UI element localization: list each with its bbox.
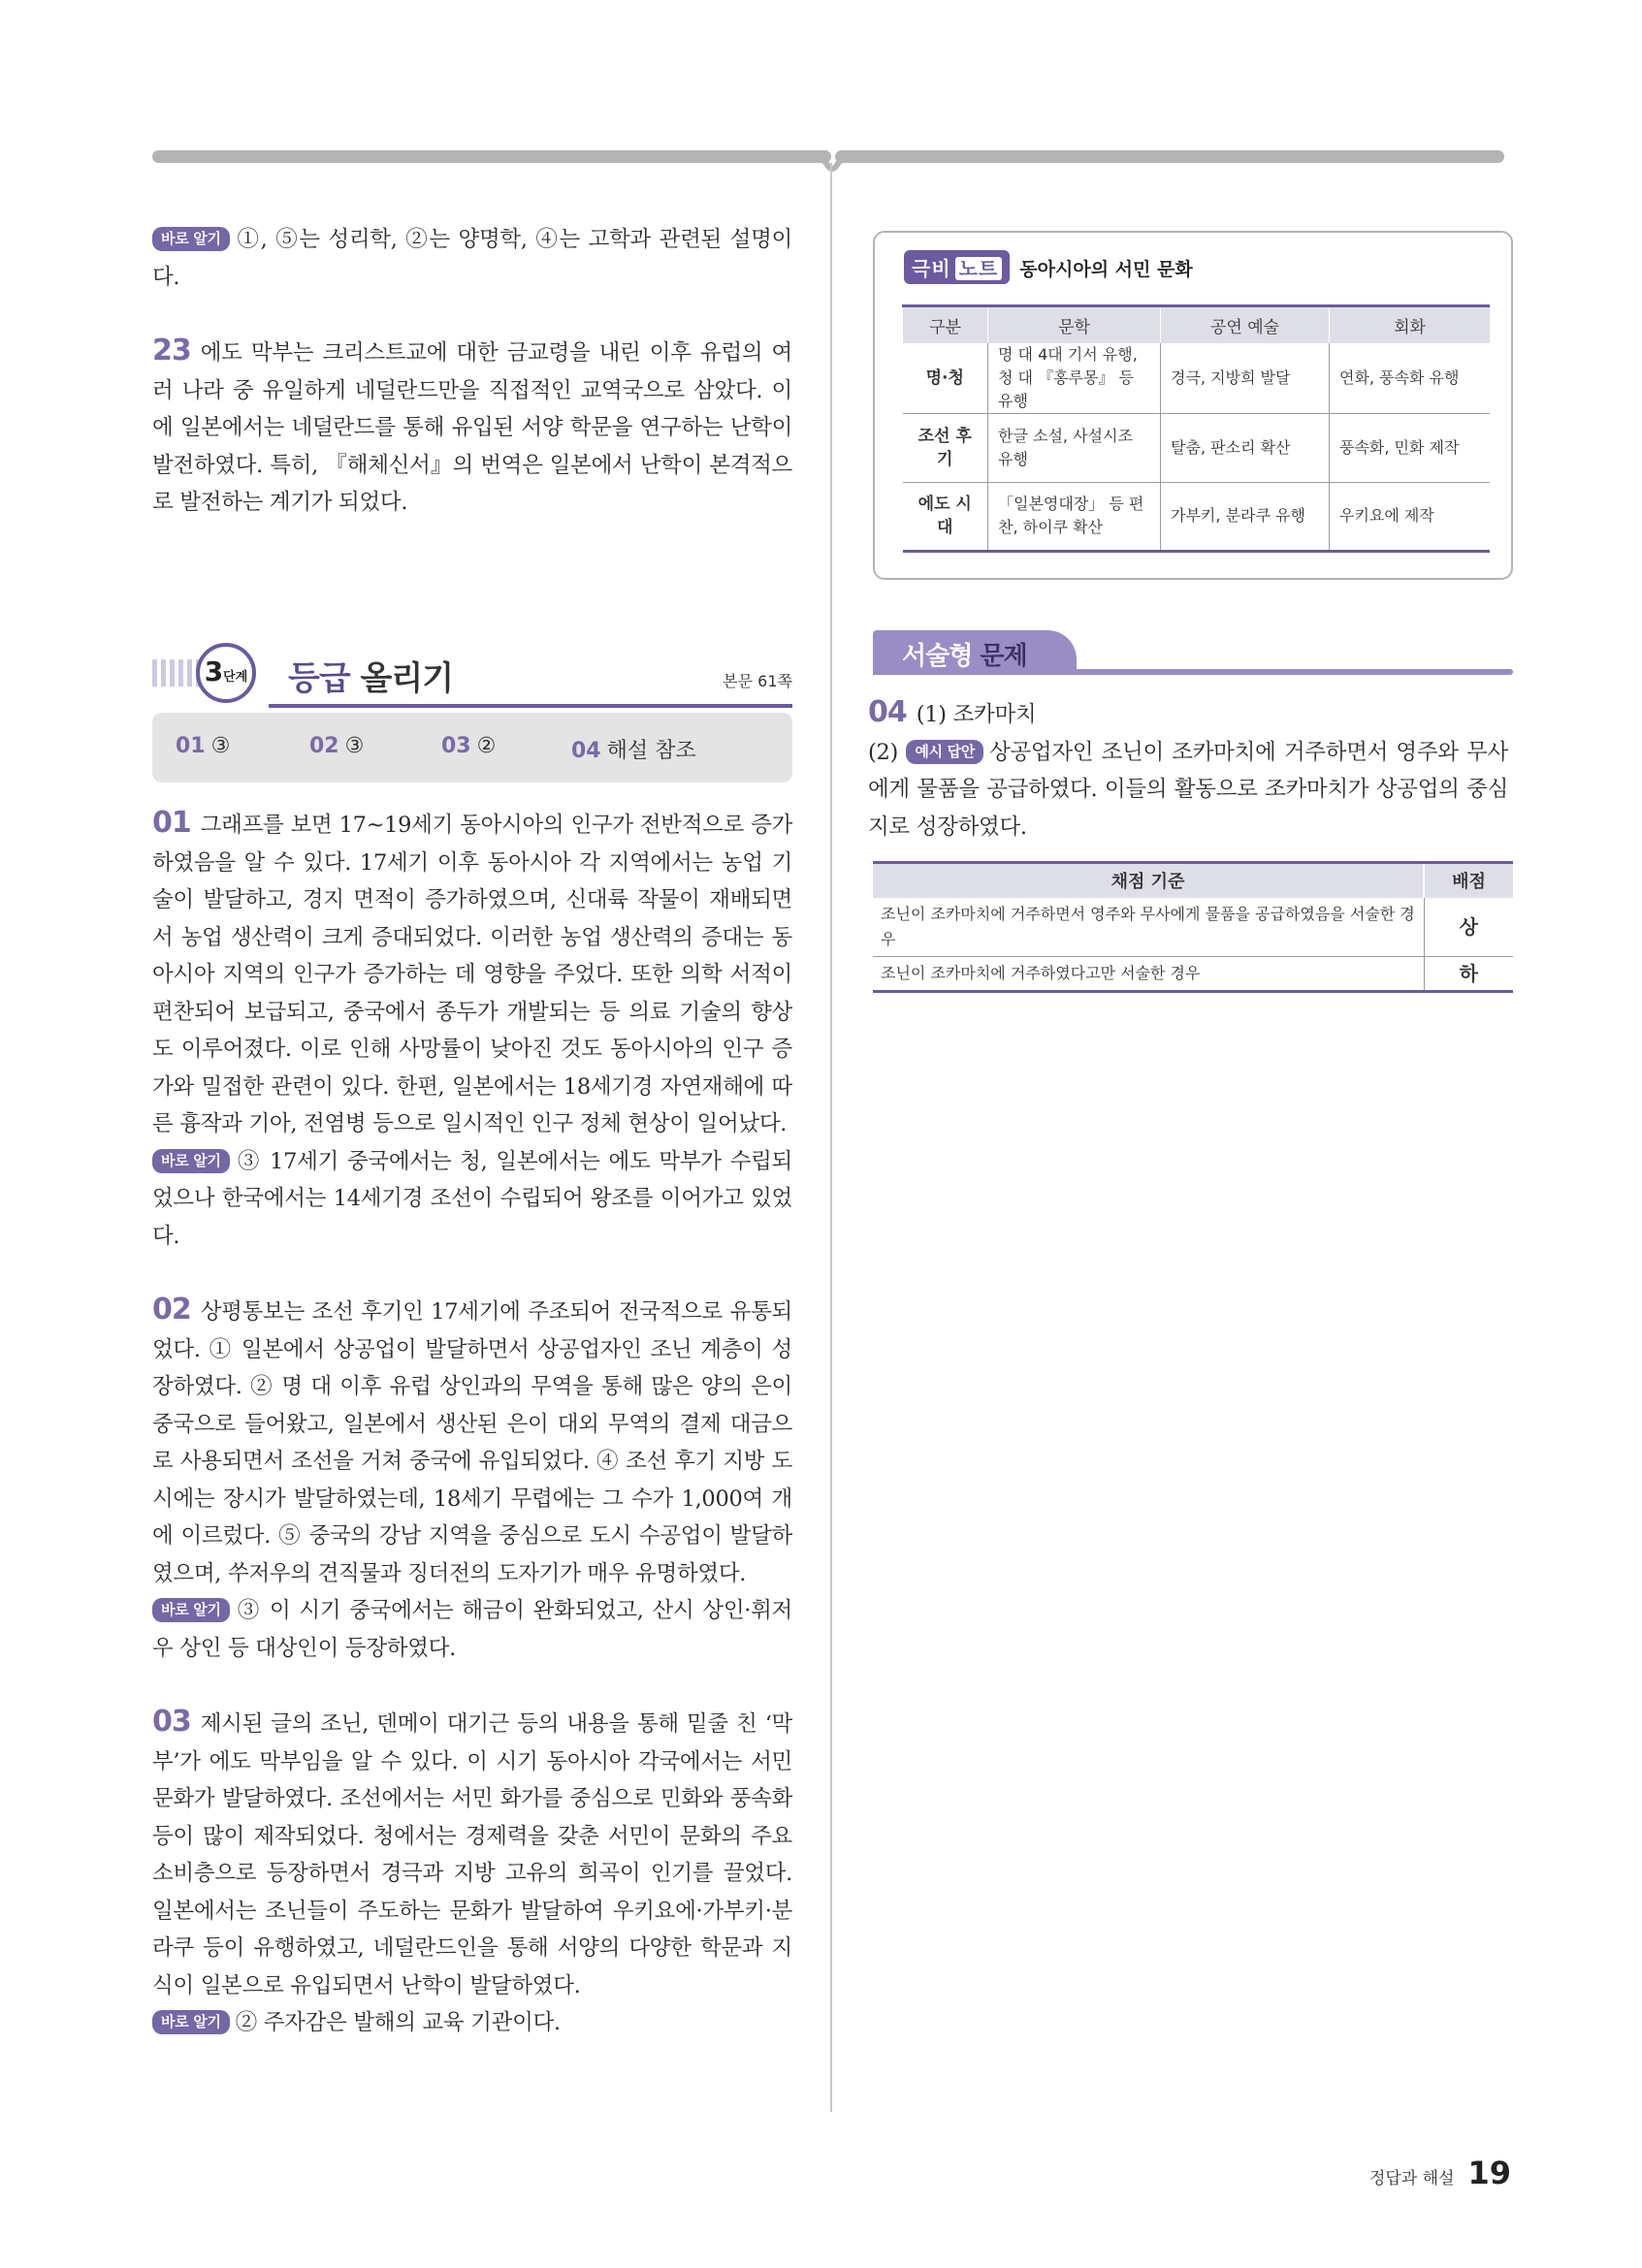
descriptive-section-header <box>873 630 1513 679</box>
top-notch <box>810 145 854 175</box>
question-01: 01 그래프를 보면 17~19세기 동아시아의 인구가 전반적으로 증가하였음을 알 수 있다. 17세기 이후 동아시아 각 지역에서는 농업 기술이 발달하고, 경지 면적이 증가하였으며, 신대륙 작물이 재배되면서 농업 생산력이 크게 증대되었다. 이러한 농업 생산력의 증대는 동아시아 지역의 인구가 증가하는 데 영향을 주었다. 또한 의학 서적이 편찬되어 보급되고, 중국에서 종두가 개발되는 등 의료 기술의 향상도 이루어졌다. 이로 인해 사망률이 낮아진 것도 동아시아의 인구 증가와 밀접한 관련이 있다. 한편, 일본에서는 18세기경 자연재해에 따른 흉작과 기아, 전염병 등으로 일시적인 인구 정체 현상이 일어났다. <box>152 806 792 1136</box>
answer-item: 04 해설 참조 <box>571 739 696 763</box>
top-rule-right <box>835 150 1504 163</box>
stage-badge: 3단계 <box>196 643 256 703</box>
answer-item: 01 ③ <box>176 734 231 758</box>
table-cell: 조닌이 조카마치에 거주하면서 영주와 무사에게 물품을 공급하였음을 서술한 경우 <box>873 898 1424 957</box>
table-header-cell: 공연 예술 <box>1161 306 1330 343</box>
top-rule-left <box>152 150 831 163</box>
table-cell: 「일본영대장」 등 편찬, 하이쿠 확산 <box>988 482 1161 551</box>
score-cell: 상 <box>1424 898 1513 957</box>
left-questions <box>152 805 792 2042</box>
table-cell: 우키요에 제작 <box>1330 482 1491 551</box>
table-cell: 조선 후기 <box>903 413 988 482</box>
answer-summary <box>152 713 792 783</box>
question-03: 03 제시된 글의 조닌, 덴메이 대기근 등의 내용을 통해 밑줄 친 ‘막부’가 에도 막부임을 알 수 있다. 이 시기 동아시아 각국에서는 서민 문화가 발달하였다. 조선에서는 서민 화가를 중심으로 민화와 풍속화 등이 많이 제작되었다. 청에서는 경제력을 갖춘 서민이 문화의 주요 소비층으로 등장하면서 경극과 지방 고유의 희곡이 인기를 끌었다. 일본에서는 조닌들이 주도하는 문화가 발달하여 우키요에·가부키·분라쿠 등이 유행하였고, 네덜란드인을 통해 서양의 다양한 학문과 지식이 일본으로 유입되면서 난학이 발달하였다. <box>152 1705 792 1998</box>
table-header-cell: 배점 <box>1424 863 1513 898</box>
table-cell: 풍속화, 민화 제작 <box>1330 413 1491 482</box>
table-row <box>873 898 1513 957</box>
footer-label: 정답과 해설 <box>1368 2169 1455 2188</box>
table-row <box>903 482 1491 551</box>
table-header-cell: 구분 <box>903 306 988 343</box>
page-footer <box>1369 2155 1511 2191</box>
note-badge: 극비 노트 <box>904 250 1010 284</box>
question-number: 02 <box>152 1293 191 1326</box>
table-header-cell: 문학 <box>988 306 1161 343</box>
question-04-part-2: (2) 예시 답안 상공업자인 조닌이 조카마치에 거주하면서 영주와 무사에게 물품을 공급하였다. 이들의 활동으로 조카마치가 상공업의 중심지로 성장하였다. <box>868 739 1508 840</box>
table-cell: 한글 소설, 사설시조 유행 <box>988 413 1161 482</box>
stage-header <box>152 640 792 708</box>
table-cell: 탈춤, 판소리 확산 <box>1161 413 1330 482</box>
left-top-text <box>152 221 792 522</box>
note-box <box>873 231 1513 580</box>
table-cell: 에도 시대 <box>903 482 988 551</box>
question-number: 01 <box>152 806 191 840</box>
page-number: 19 <box>1467 2155 1511 2191</box>
note-header <box>904 250 1193 284</box>
baro-badge: 바로 알기 <box>152 2010 230 2034</box>
baro-badge: 바로 알기 <box>152 227 230 251</box>
note-title: 동아시아의 서민 문화 <box>1019 259 1193 280</box>
question-01-note: 바로 알기 ③ 17세기 중국에서는 청, 일본에서는 에도 막부가 수립되었으나 한국에서는 14세기경 조선이 수립되어 왕조를 이어가고 있었다. <box>152 1148 792 1249</box>
stage-title: 등급 올리기 <box>288 659 454 698</box>
table-header-cell: 회화 <box>1330 306 1491 343</box>
baro-badge: 바로 알기 <box>152 1149 230 1173</box>
paragraph-22-note: 바로 알기 ①, ⑤는 성리학, ②는 양명학, ④는 고학과 관련된 설명이다. <box>152 227 792 290</box>
question-02-note: 바로 알기 ③ 이 시기 중국에서는 해금이 완화되었고, 산시 상인·휘저우 상인 등 대상인이 등장하였다. <box>152 1598 792 1661</box>
question-02: 02 상평통보는 조선 후기인 17세기에 주조되어 전국적으로 유통되었다. ① 일본에서 상공업이 발달하면서 상공업자인 조닌 계층이 성장하였다. ② 명 대 이후 유럽 상인과의 무역을 통해 많은 양의 은이 중국으로 들어왔고, 일본에서 생산된 은이 대외 무역의 결제 대금으로 사용되면서 조선을 거쳐 중국에 유입되었다. ④ 조선 후기 지방 도시에는 장시가 발달하였는데, 18세기 무렵에는 그 수가 1,000여 개에 이르렀다. ⑤ 중국의 강남 지역을 중심으로 도시 수공업이 발달하였으며, 쑤저우의 견직물과 징더전의 도자기가 매우 유명하였다. <box>152 1293 792 1586</box>
score-cell: 하 <box>1424 956 1513 991</box>
table-cell: 명·청 <box>903 343 988 414</box>
table-cell: 조닌이 조카마치에 거주하였다고만 서술한 경우 <box>873 956 1424 991</box>
table-row <box>903 413 1491 482</box>
stage-page-ref: 본문 61쪽 <box>723 672 792 690</box>
answer-item: 02 ③ <box>309 734 365 758</box>
column-divider <box>830 163 832 2112</box>
table-header-row <box>903 306 1491 343</box>
question-04 <box>868 694 1508 846</box>
answer-item: 03 ② <box>441 734 497 758</box>
table-row <box>873 956 1513 991</box>
yesi-badge: 예시 답안 <box>906 740 983 764</box>
question-number: 04 <box>868 695 907 729</box>
question-23: 23 에도 막부는 크리스트교에 대한 금교령을 내린 이후 유럽의 여러 나라 중 유일하게 네덜란드만을 직접적인 교역국으로 삼았다. 이에 일본에서는 네덜란드를 통해 유입된 서양 학문을 연구하는 난학이 발전하였다. 특히, 『해체신서』의 번역은 일본에서 난학이 본격적으로 발전하는 계기가 되었다. <box>152 334 792 515</box>
section-rule <box>1067 669 1513 675</box>
scoring-table <box>873 861 1513 993</box>
section-tab: 서술형 문제 <box>873 630 1077 675</box>
table-cell: 명 대 4대 기서 유행, 청 대 『홍루몽』 등 유행 <box>988 343 1161 414</box>
baro-badge: 바로 알기 <box>152 1598 230 1622</box>
table-header-row <box>873 863 1513 898</box>
table-row <box>903 343 1491 414</box>
question-number: 03 <box>152 1705 191 1739</box>
stage-underline <box>269 704 792 708</box>
table-header-cell: 채점 기준 <box>873 863 1424 898</box>
table-cell: 경극, 지방희 발달 <box>1161 343 1330 414</box>
question-04-part-1: 04 (1) 조카마치 <box>868 695 1037 729</box>
table-cell: 연화, 풍속화 유행 <box>1330 343 1491 414</box>
culture-table <box>902 304 1490 553</box>
question-03-note: 바로 알기 ② 주자감은 발해의 교육 기관이다. <box>152 2004 792 2042</box>
table-cell: 가부키, 분라쿠 유행 <box>1161 482 1330 551</box>
question-number: 23 <box>152 334 191 367</box>
